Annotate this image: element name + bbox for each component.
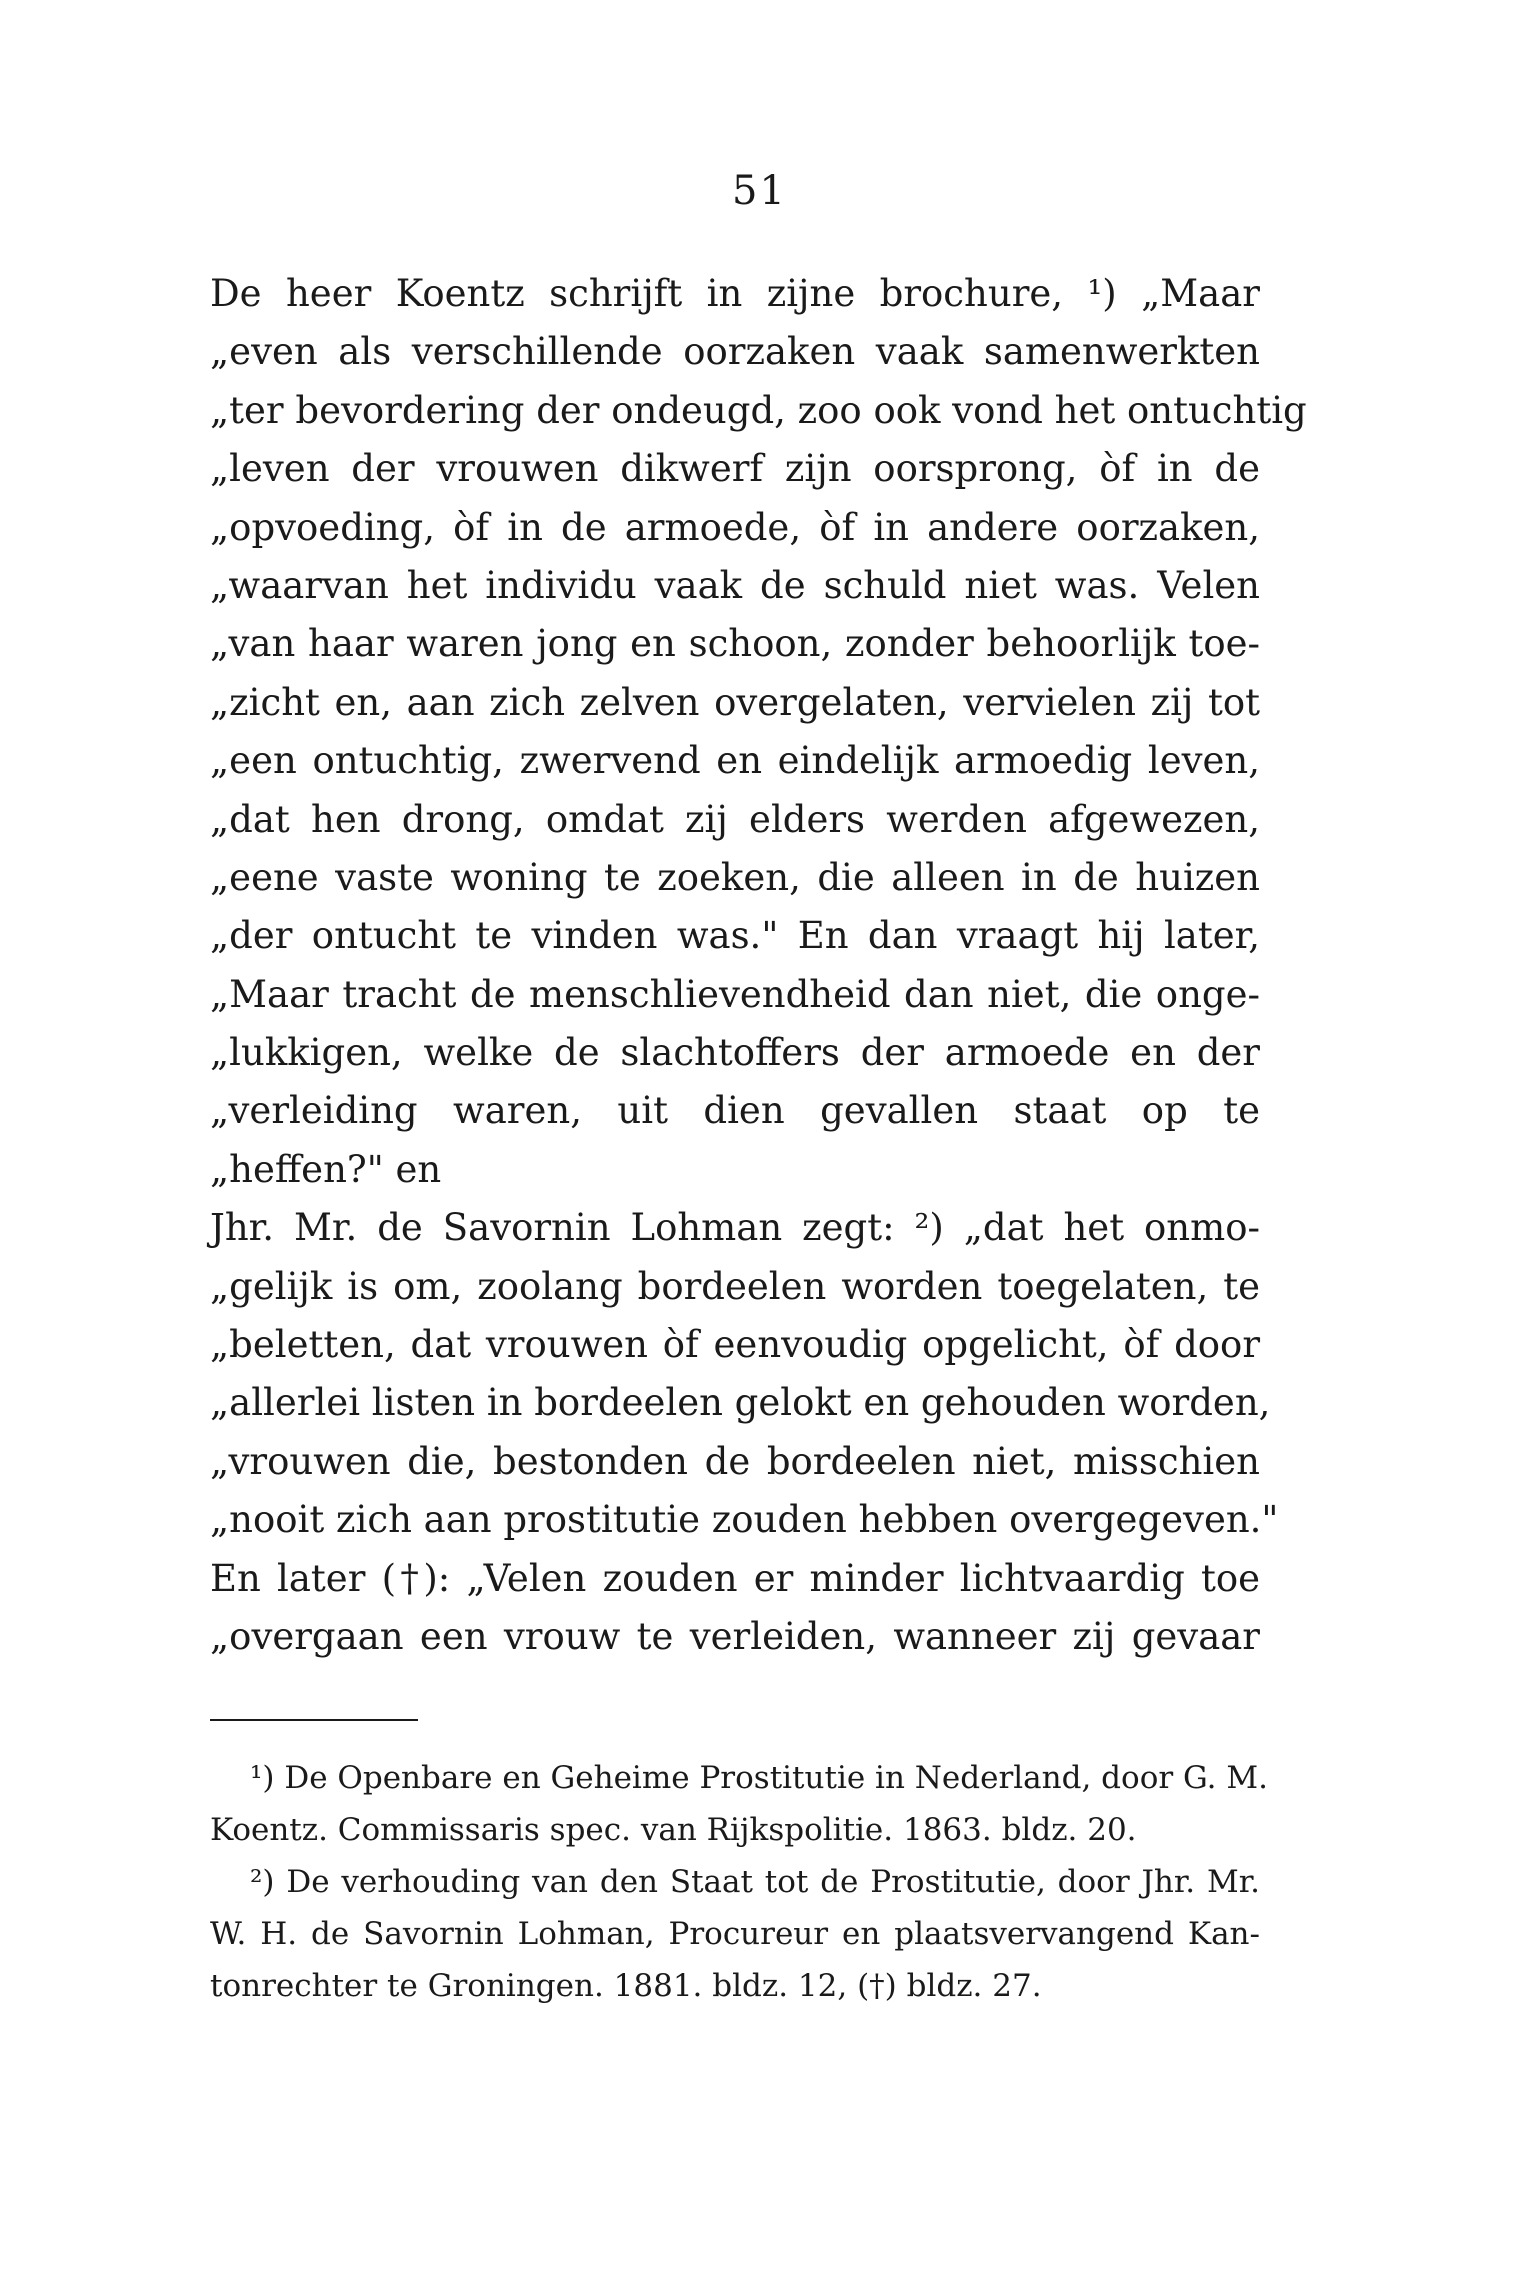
footnote-line: Koentz. Commissaris spec. van Rijkspolitie. 1863. bldz. 20. <box>210 1812 1137 1848</box>
body-line: „overgaan een vrouw te verleiden, wanneer zij gevaar <box>210 1614 1260 1658</box>
body-line: „der ontucht te vinden was." En dan vraagt hij later, <box>210 914 1260 958</box>
body-line: „nooit zich aan prostitutie zouden hebben overgegeven." <box>210 1498 1279 1542</box>
footnote-line: W. H. de Savornin Lohman, Procureur en plaatsvervangend Kan- <box>210 1916 1260 1952</box>
body-line: De heer Koentz schrijft in zijne brochure, ¹) „Maar <box>210 272 1260 315</box>
body-line: „een ontuchtig, zwervend en eindelijk armoedig leven, <box>210 739 1260 783</box>
body-line: „verleiding waren, uit dien gevallen staat op te <box>210 1089 1260 1133</box>
body-line: „gelijk is om, zoolang bordeelen worden toegelaten, te <box>210 1264 1260 1308</box>
body-line: „waarvan het individu vaak de schuld niet was. Velen <box>210 563 1260 607</box>
body-line: „heffen?" en <box>210 1147 442 1191</box>
body-text <box>210 265 1307 1666</box>
body-line: „zicht en, aan zich zelven overgelaten, vervielen zij tot <box>210 680 1260 724</box>
footnote-separator <box>210 1719 418 1721</box>
body-line: En later (†): „Velen zouden er minder lichtvaardig toe <box>210 1556 1260 1600</box>
body-line: Jhr. Mr. de Savornin Lohman zegt: ²) „dat het onmo- <box>210 1206 1260 1250</box>
footnote-line: tonrechter te Groningen. 1881. bldz. 12, (†) bldz. 27. <box>210 1968 1042 2004</box>
body-line: „Maar tracht de menschlievendheid dan niet, die onge- <box>210 972 1260 1016</box>
footnote-line: ²) De verhouding van den Staat tot de Prostitutie, door Jhr. Mr. <box>250 1864 1260 1900</box>
body-line: „lukkigen, welke de slachtoffers der armoede en der <box>210 1031 1260 1075</box>
body-line: „eene vaste woning te zoeken, die alleen in de huizen <box>210 855 1260 899</box>
body-line: „ter bevordering der ondeugd, zoo ook vond het ontuchtig <box>210 388 1307 432</box>
body-line: „leven der vrouwen dikwerf zijn oorsprong, òf in de <box>210 447 1260 491</box>
body-line: „beletten, dat vrouwen òf eenvoudig opgelicht, òf door <box>210 1323 1260 1367</box>
body-line: „opvoeding, òf in de armoede, òf in andere oorzaken, <box>210 505 1260 549</box>
footnote-line: ¹) De Openbare en Geheime Prostitutie in Nederland, door G. M. <box>250 1760 1268 1796</box>
page-number: 51 <box>732 168 787 214</box>
body-line: „van haar waren jong en schoon, zonder behoorlijk toe- <box>210 622 1260 666</box>
body-line: „even als verschillende oorzaken vaak samenwerkten <box>210 330 1260 374</box>
body-line: „dat hen drong, omdat zij elders werden afgewezen, <box>210 797 1260 841</box>
footnotes <box>210 1752 1268 2012</box>
body-line: „allerlei listen in bordeelen gelokt en gehouden worden, <box>210 1381 1271 1425</box>
body-line: „vrouwen die, bestonden de bordeelen niet, misschien <box>210 1439 1260 1483</box>
